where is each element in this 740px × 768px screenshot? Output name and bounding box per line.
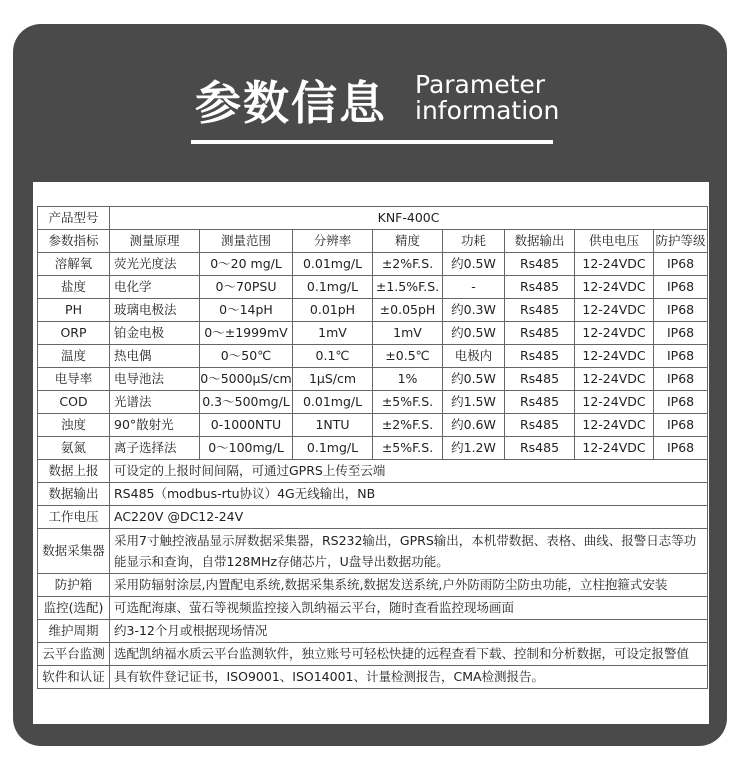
table-cell: 0～14pH [200,299,293,322]
table-cell: 1μS/cm [293,368,373,391]
table-cell: IP68 [654,299,708,322]
table-cell: 离子选择法 [110,437,200,460]
spec-label: 维护周期 [38,620,110,643]
table-cell: 90°散射光 [110,414,200,437]
table-cell: ORP [38,322,110,345]
table-cell: 0～20 mg/L [200,253,293,276]
table-cell: 0.1℃ [293,345,373,368]
table-cell: 0～100mg/L [200,437,293,460]
spec-label: 数据采集器 [38,529,110,574]
table-cell: PH [38,299,110,322]
spec-row [38,574,708,597]
table-cell: 12-24VDC [575,437,654,460]
table-cell: 0.3～500mg/L [200,391,293,414]
header [13,24,727,184]
table-cell: 铂金电极 [110,322,200,345]
table-cell: 12-24VDC [575,414,654,437]
table-cell: 约0.5W [443,322,505,345]
table-cell: Rs485 [505,253,575,276]
table-cell: 约0.6W [443,414,505,437]
table-cell: 1mV [373,322,443,345]
table-cell: 荧光光度法 [110,253,200,276]
table-cell: 约1.2W [443,437,505,460]
table-cell: 约0.3W [443,299,505,322]
spec-value: 采用防辐射涂层,内置配电系统,数据采集系统,数据发送系统,户外防雨防尘防虫功能，立柱抱箍式安装 [110,574,708,597]
spec-row [38,620,708,643]
table-cell: 0～5000μS/cm [200,368,293,391]
table-cell: 0.1mg/L [293,276,373,299]
table-cell: 0～70PSU [200,276,293,299]
spec-value: 约3-12个月或根据现场情况 [110,620,708,643]
table-cell: 12-24VDC [575,276,654,299]
table-cell: 0.01mg/L [293,253,373,276]
title-en [415,72,559,124]
table-cell: 玻璃电极法 [110,299,200,322]
table-cell: Rs485 [505,276,575,299]
table-cell: 0～±1999mV [200,322,293,345]
table-cell: 温度 [38,345,110,368]
table-cell: Rs485 [505,322,575,345]
table-cell: IP68 [654,345,708,368]
column-header: 供电电压 [575,230,654,253]
spec-value: 具有软件登记证书，ISO9001、ISO14001、计量检测报告，CMA检测报告。 [110,666,708,689]
spec-table [37,206,708,689]
table-cell: 12-24VDC [575,391,654,414]
column-header: 数据输出 [505,230,575,253]
table-cell: COD [38,391,110,414]
title-underline [191,140,553,144]
table-cell: - [443,276,505,299]
table-cell: Rs485 [505,299,575,322]
table-row [38,345,708,368]
table-cell: ±0.5℃ [373,345,443,368]
table-cell: 12-24VDC [575,345,654,368]
title-cn: 参数信息 [195,76,387,130]
spec-value: 选配凯纳福水质云平台监测软件，独立账号可轻松快捷的远程查看下载、控制和分析数据，可设定报警值 [110,643,708,666]
table-cell: 光谱法 [110,391,200,414]
spec-label: 监控(选配) [38,597,110,620]
table-cell: 热电偶 [110,345,200,368]
spec-value: AC220V @DC12-24V [110,506,708,529]
table-row [38,391,708,414]
table-cell: 浊度 [38,414,110,437]
model-value: KNF-400C [110,207,708,230]
table-cell: 盐度 [38,276,110,299]
table-cell: ±2%F.S. [373,414,443,437]
table-cell: 溶解氧 [38,253,110,276]
table-cell: 1NTU [293,414,373,437]
title-en-line1: Parameter [415,70,546,99]
table-cell: ±2%F.S. [373,253,443,276]
header-row [38,230,708,253]
title-en-line2: information [415,96,560,125]
table-cell: IP68 [654,437,708,460]
table-cell: IP68 [654,276,708,299]
model-row [38,207,708,230]
table-cell: ±0.05pH [373,299,443,322]
table-cell: 约0.5W [443,253,505,276]
table-cell: 12-24VDC [575,253,654,276]
table-cell: 0-1000NTU [200,414,293,437]
table-cell: ±5%F.S. [373,437,443,460]
spec-row [38,597,708,620]
spec-label: 数据输出 [38,483,110,506]
spec-value: 采用7寸触控液晶显示屏数据采集器，RS232输出，GPRS输出，本机带数据、表格、曲线、报警日志等功能显示和查询，自带128MHz存储芯片，U盘导出数据功能。 [110,529,708,574]
spec-row [38,529,708,574]
table-cell: 0.1mg/L [293,437,373,460]
spec-row [38,506,708,529]
spec-label: 软件和认证 [38,666,110,689]
model-label: 产品型号 [38,207,110,230]
table-cell: 1% [373,368,443,391]
table-cell: 氨氮 [38,437,110,460]
column-header: 分辨率 [293,230,373,253]
column-header: 功耗 [443,230,505,253]
table-cell: ±1.5%F.S. [373,276,443,299]
spec-label: 防护箱 [38,574,110,597]
table-cell: 约1.5W [443,391,505,414]
table-cell: IP68 [654,391,708,414]
table-cell: 0～50℃ [200,345,293,368]
table-row [38,437,708,460]
table-cell: 约0.5W [443,368,505,391]
table-cell: 电极内 [443,345,505,368]
table-row [38,299,708,322]
column-header: 测量范围 [200,230,293,253]
table-cell: ±5%F.S. [373,391,443,414]
spec-label: 数据上报 [38,460,110,483]
column-header: 参数指标 [38,230,110,253]
table-cell: 12-24VDC [575,368,654,391]
spec-row [38,460,708,483]
spec-label: 云平台监测 [38,643,110,666]
table-cell: Rs485 [505,391,575,414]
spec-row [38,483,708,506]
table-cell: 电化学 [110,276,200,299]
column-header: 精度 [373,230,443,253]
table-row [38,253,708,276]
column-header: 防护等级 [654,230,708,253]
spec-value: 可设定的上报时间间隔，可通过GPRS上传至云端 [110,460,708,483]
spec-value: 可选配海康、萤石等视频监控接入凯纳福云平台，随时查看监控现场画面 [110,597,708,620]
spec-row [38,666,708,689]
table-cell: Rs485 [505,437,575,460]
table-cell: IP68 [654,368,708,391]
table-cell: 电导池法 [110,368,200,391]
table-cell: Rs485 [505,345,575,368]
table-cell: 12-24VDC [575,322,654,345]
table-cell: IP68 [654,253,708,276]
table-row [38,322,708,345]
table-cell: 电导率 [38,368,110,391]
table-row [38,368,708,391]
spec-label: 工作电压 [38,506,110,529]
table-row [38,414,708,437]
column-header: 测量原理 [110,230,200,253]
spec-panel [33,182,709,724]
table-cell: IP68 [654,414,708,437]
table-cell: Rs485 [505,368,575,391]
table-cell: 12-24VDC [575,299,654,322]
spec-row [38,643,708,666]
table-cell: 1mV [293,322,373,345]
table-cell: Rs485 [505,414,575,437]
table-cell: IP68 [654,322,708,345]
spec-value: RS485（modbus-rtu协议）4G无线输出，NB [110,483,708,506]
table-cell: 0.01mg/L [293,391,373,414]
table-cell: 0.01pH [293,299,373,322]
table-row [38,276,708,299]
